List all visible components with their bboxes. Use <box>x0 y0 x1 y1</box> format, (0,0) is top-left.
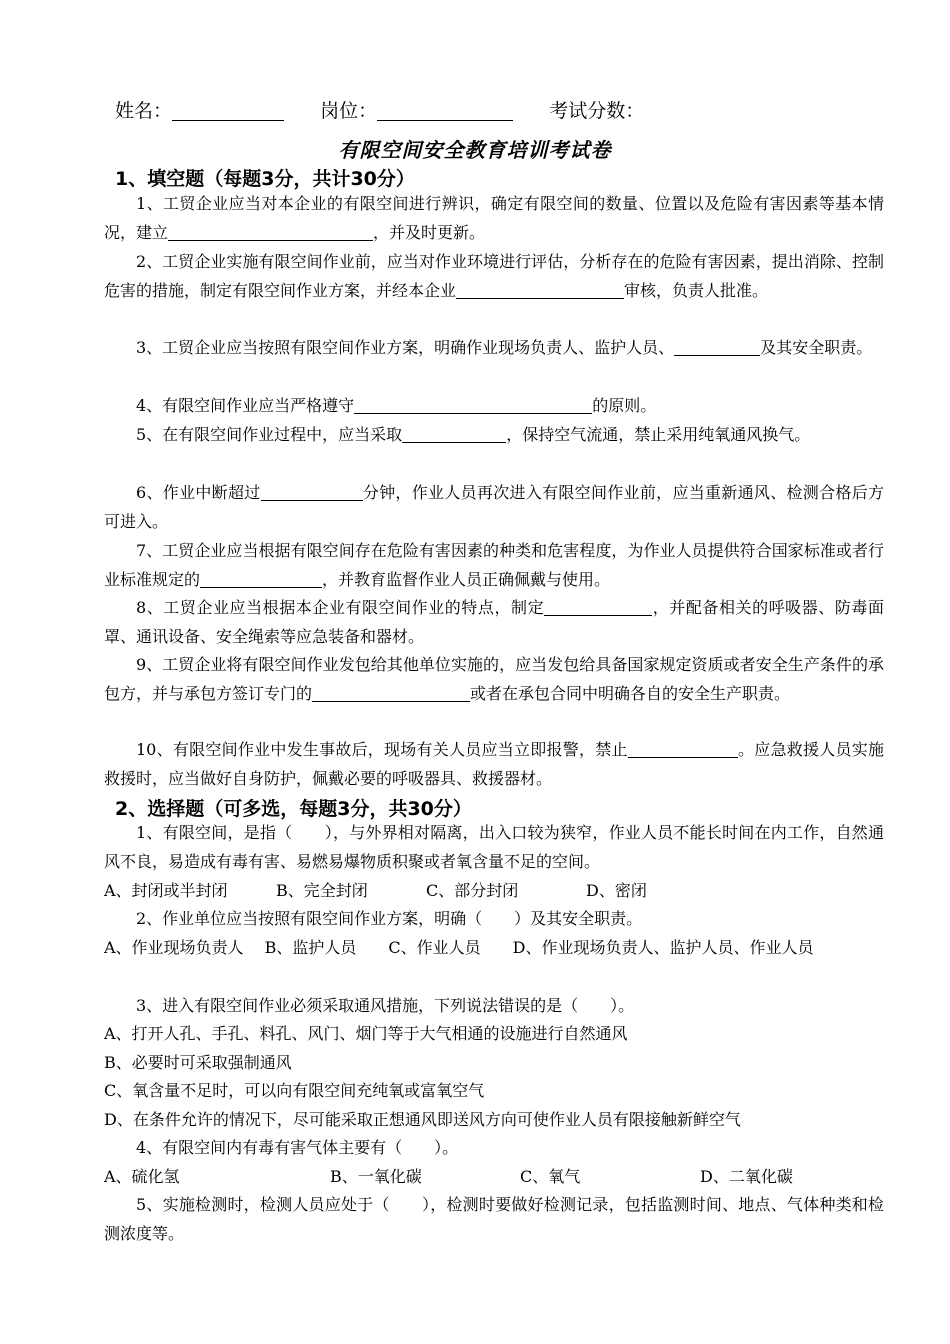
answer-blank[interactable] <box>456 281 624 299</box>
fill-question-5: 5、在有限空间作业过程中，应当采取 ，保持空气流通，禁止采用纯氧通风换气。 <box>136 425 811 444</box>
fill-question-8: 8、工贸企业应当根据本企业有限空间作业的特点，制定 ，并配备相关的呼吸器、防毒面罩、通讯设备、安全绳索等应急装备和器材。 <box>104 598 884 646</box>
answer-blank[interactable] <box>402 425 506 443</box>
fill-question-9: 9、工贸企业将有限空间作业发包给其他单位实施的，应当发包给具备国家规定资质或者安全生产条件的承包方，并与承包方签订专门的 或者在承包合同中明确各自的安全生产职责。 <box>104 655 884 703</box>
option-a[interactable]: A、封闭或半封闭 <box>104 881 228 900</box>
answer-blank[interactable] <box>200 570 322 588</box>
section-choice-heading: 2、选择题（可多选，每题3分，共30分） <box>115 798 472 820</box>
option-c[interactable]: C、氧气 <box>520 1167 581 1186</box>
choice-question-4-options <box>104 1162 793 1191</box>
fill-question-4: 4、有限空间作业应当严格遵守 的原则。 <box>136 396 657 415</box>
option-c[interactable]: C、部分封闭 <box>426 881 519 900</box>
choice-question-3-option-b[interactable]: B、必要时可采取强制通风 <box>104 1053 292 1072</box>
choice-question-3-option-c[interactable]: C、氧含量不足时，可以向有限空间充纯氧或富氧空气 <box>104 1081 485 1100</box>
answer-blank[interactable] <box>168 223 373 241</box>
score-label: 考试分数： <box>549 100 645 122</box>
exam-title: 有限空间安全教育培训考试卷 <box>338 138 612 162</box>
name-label: 姓名： <box>115 100 173 122</box>
option-b[interactable]: B、一氧化碳 <box>330 1167 422 1186</box>
choice-question-4: 4、有限空间内有毒有害气体主要有（ ）。 <box>136 1138 459 1157</box>
answer-blank[interactable] <box>312 684 470 702</box>
choice-question-2-options: A、作业现场负责人 B、监护人员 C、作业人员 D、作业现场负责人、监护人员、作业人员 <box>104 938 814 957</box>
answer-blank[interactable] <box>674 338 760 356</box>
fill-question-10: 10、有限空间作业中发生事故后，现场有关人员应当立即报警，禁止 。应急救援人员实施救援时，应当做好自身防护，佩戴必要的呼吸器具、救援器材。 <box>104 740 884 788</box>
choice-question-5: 5、实施检测时，检测人员应处于（ ），检测时要做好检测记录，包括监测时间、地点、气体种类和检测浓度等。 <box>104 1195 884 1243</box>
option-b[interactable]: B、完全封闭 <box>276 881 368 900</box>
post-blank[interactable] <box>377 100 513 121</box>
fill-question-2: 2、工贸企业实施有限空间作业前，应当对作业环境进行评估，分析存在的危险有害因素，提出消除、控制危害的措施，制定有限空间作业方案，并经本企业 审核，负责人批准。 <box>104 252 884 300</box>
choice-question-3: 3、进入有限空间作业必须采取通风措施，下列说法错误的是（ ）。 <box>136 996 635 1015</box>
fill-question-1: 1、工贸企业应当对本企业的有限空间进行辨识，确定有限空间的数量、位置以及危险有害因素等基本情况，建立 ，并及时更新。 <box>104 194 884 242</box>
post-label: 岗位： <box>320 100 378 122</box>
choice-question-3-option-d[interactable]: D、在条件允许的情况下，尽可能采取正想通风即送风方向可使作业人员有限接触新鲜空气 <box>104 1110 741 1129</box>
answer-blank[interactable] <box>261 483 363 501</box>
choice-question-3-option-a[interactable]: A、打开人孔、手孔、料孔、风门、烟门等于大气相通的设施进行自然通风 <box>104 1024 628 1043</box>
name-blank[interactable] <box>172 100 284 121</box>
fill-question-7: 7、工贸企业应当根据有限空间存在危险有害因素的种类和危害程度，为作业人员提供符合国家标准或者行业标准规定的 ，并教育监督作业人员正确佩戴与使用。 <box>104 541 884 589</box>
answer-blank[interactable] <box>544 598 652 616</box>
fill-question-6: 6、作业中断超过 分钟，作业人员再次进入有限空间作业前，应当重新通风、检测合格后方可进入。 <box>104 483 884 531</box>
option-d[interactable]: D、密闭 <box>586 881 647 900</box>
exam-header <box>115 96 644 123</box>
option-d[interactable]: D、二氧化碳 <box>700 1167 793 1186</box>
choice-question-1-options <box>104 876 647 905</box>
section-fill-in-heading: 1、填空题（每题3分，共计30分） <box>115 168 415 190</box>
answer-blank[interactable] <box>354 396 592 414</box>
fill-question-3: 3、工贸企业应当按照有限空间作业方案，明确作业现场负责人、监护人员、 及其安全职责。 <box>136 338 873 357</box>
choice-question-1: 1、有限空间，是指（ ），与外界相对隔离，出入口较为狭窄，作业人员不能长时间在内工作，自然通风不良，易造成有毒有害、易燃易爆物质积聚或者氧含量不足的空间。 <box>104 823 884 871</box>
choice-question-2: 2、作业单位应当按照有限空间作业方案，明确（ ）及其安全职责。 <box>136 909 643 928</box>
option-a[interactable]: A、硫化氢 <box>104 1167 180 1186</box>
answer-blank[interactable] <box>628 740 738 758</box>
